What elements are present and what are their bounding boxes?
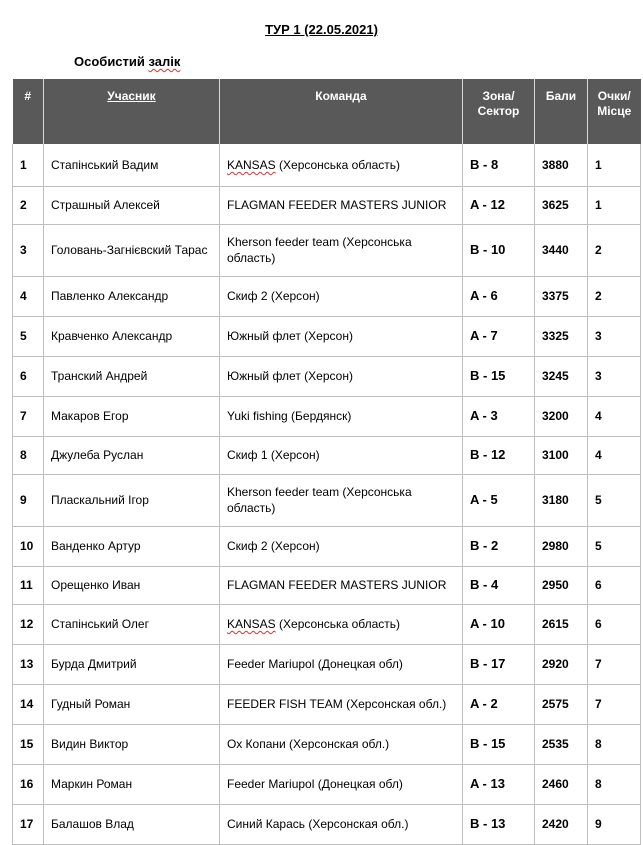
row-number: 1 [13,144,44,186]
place-points: 6 [588,604,641,644]
place-points: 4 [588,396,641,436]
score-points: 3880 [535,144,588,186]
participant-name: Стапінський Олег [44,604,220,644]
table-row [13,684,641,724]
participant-name: Павленко Александр [44,276,220,316]
score-points: 3180 [535,474,588,526]
score-points: 2420 [535,804,588,844]
table-row [13,604,641,644]
zone-sector: A - 2 [463,684,535,724]
participant-name: Кравченко Александр [44,316,220,356]
row-number: 12 [13,604,44,644]
team-name-text: Синий Карась (Херсонская обл.) [227,817,409,831]
zone-sector: B - 17 [463,644,535,684]
team-name [220,724,463,764]
team-name [220,224,463,276]
place-points: 1 [588,186,641,224]
place-points: 5 [588,526,641,566]
zone-sector: A - 10 [463,604,535,644]
column-header-team: Команда [220,79,463,144]
score-points: 3440 [535,224,588,276]
team-name [220,604,463,644]
zone-sector: B - 15 [463,724,535,764]
table-row [13,396,641,436]
place-points: 2 [588,276,641,316]
team-name-text: Скиф 2 (Херсон) [227,539,320,553]
place-points: 8 [588,724,641,764]
section-subtitle [74,54,180,69]
team-name-text: Ох Копани (Херсонская обл.) [227,737,390,751]
table-row [13,316,641,356]
team-name-text: Kherson feeder team (Херсонська область) [227,235,412,265]
participant-name: Видин Виктор [44,724,220,764]
team-name-text: Скиф 1 (Херсон) [227,448,320,462]
row-number: 14 [13,684,44,724]
place-points: 1 [588,144,641,186]
row-number: 4 [13,276,44,316]
row-number: 5 [13,316,44,356]
place-points: 8 [588,764,641,804]
zone-sector: B - 12 [463,436,535,474]
score-points: 3245 [535,356,588,396]
zone-sector: A - 5 [463,474,535,526]
team-name-text: FLAGMAN FEEDER MASTERS JUNIOR [227,578,447,592]
team-name-text: Южный флет (Херсон) [227,369,353,383]
team-name-text: FLAGMAN FEEDER MASTERS JUNIOR [227,198,447,212]
zone-sector: B - 2 [463,526,535,566]
place-points: 3 [588,316,641,356]
row-number: 8 [13,436,44,474]
place-points: 5 [588,474,641,526]
zone-sector: B - 4 [463,566,535,604]
column-header-place: Очки/ Місце [588,79,641,144]
row-number: 17 [13,804,44,844]
table-row [13,526,641,566]
participant-name: Ванденко Артур [44,526,220,566]
participant-name: Бурда Дмитрий [44,644,220,684]
place-points: 7 [588,684,641,724]
row-number: 6 [13,356,44,396]
team-name [220,356,463,396]
team-name-spellchecked: KANSAS [227,157,276,172]
score-points: 2460 [535,764,588,804]
participant-name: Страшный Алексей [44,186,220,224]
place-points: 9 [588,804,641,844]
team-name-text: Yuki fishing (Бердянск) [227,409,352,423]
zone-sector: B - 13 [463,804,535,844]
table-row [13,764,641,804]
column-header-score: Бали [535,79,588,144]
row-number: 3 [13,224,44,276]
score-points: 2920 [535,644,588,684]
participant-name: Макаров Егор [44,396,220,436]
participant-name: Стапінський Вадим [44,144,220,186]
row-number: 2 [13,186,44,224]
place-points: 3 [588,356,641,396]
team-name [220,186,463,224]
place-points: 4 [588,436,641,474]
table-row [13,186,641,224]
participant-name: Транский Андрей [44,356,220,396]
team-name-text: Feeder Mariupol (Донецкая обл) [227,657,403,671]
subtitle-spellchecked-word: залік [148,54,181,69]
zone-sector: A - 6 [463,276,535,316]
team-name [220,276,463,316]
row-number: 9 [13,474,44,526]
team-name [220,316,463,356]
table-row [13,224,641,276]
team-name-text: (Херсонська область) [275,617,401,631]
zone-sector: B - 10 [463,224,535,276]
place-points: 7 [588,644,641,684]
column-header-participant: Учасник [44,79,220,144]
score-points: 2615 [535,604,588,644]
score-points: 3200 [535,396,588,436]
score-points: 2950 [535,566,588,604]
zone-sector: A - 12 [463,186,535,224]
team-name-spellchecked: KANSAS [227,617,276,631]
team-name [220,644,463,684]
team-name-text: Скиф 2 (Херсон) [227,289,320,303]
team-name-text: Южный флет (Херсон) [227,329,353,343]
table-row [13,474,641,526]
score-points: 3375 [535,276,588,316]
subtitle-text: Особистий [74,54,149,69]
participant-name: Джулеба Руслан [44,436,220,474]
score-points: 3100 [535,436,588,474]
table-row [13,356,641,396]
row-number: 11 [13,566,44,604]
zone-sector: B - 8 [463,144,535,186]
row-number: 16 [13,764,44,804]
table-row [13,144,641,186]
team-name [220,474,463,526]
team-name [220,566,463,604]
score-points: 2980 [535,526,588,566]
team-name [220,436,463,474]
participant-name: Пласкальний Ігор [44,474,220,526]
team-name-text: Feeder Mariupol (Донецкая обл) [227,777,403,791]
row-number: 10 [13,526,44,566]
team-name [220,804,463,844]
table-row [13,436,641,474]
row-number: 15 [13,724,44,764]
table-header-row [13,79,641,144]
score-points: 2575 [535,684,588,724]
table-row [13,644,641,684]
results-table [12,79,641,845]
team-name-text: Kherson feeder team (Херсонська область) [227,485,412,515]
zone-sector: A - 7 [463,316,535,356]
team-name [220,526,463,566]
team-name [220,144,463,186]
row-number: 13 [13,644,44,684]
team-name [220,396,463,436]
team-name-text: (Херсонська область) [275,157,401,172]
place-points: 6 [588,566,641,604]
table-row [13,566,641,604]
column-header-number: # [13,79,44,144]
score-points: 3325 [535,316,588,356]
place-points: 2 [588,224,641,276]
participant-name: Гудный Роман [44,684,220,724]
participant-name: Маркин Роман [44,764,220,804]
participant-name: Орещенко Иван [44,566,220,604]
zone-sector: B - 15 [463,356,535,396]
table-row [13,276,641,316]
score-points: 3625 [535,186,588,224]
score-points: 2535 [535,724,588,764]
team-name [220,764,463,804]
participant-name: Балашов Влад [44,804,220,844]
table-row [13,724,641,764]
zone-sector: A - 3 [463,396,535,436]
team-name [220,684,463,724]
column-header-zone: Зона/ Сектор [463,79,535,144]
page-title: ТУР 1 (22.05.2021) [265,22,378,37]
row-number: 7 [13,396,44,436]
table-body [13,144,641,844]
zone-sector: A - 13 [463,764,535,804]
participant-name: Головань-Загнієвский Тарас [44,224,220,276]
table-row [13,804,641,844]
team-name-text: FEEDER FISH TEAM (Херсонская обл.) [227,697,447,711]
